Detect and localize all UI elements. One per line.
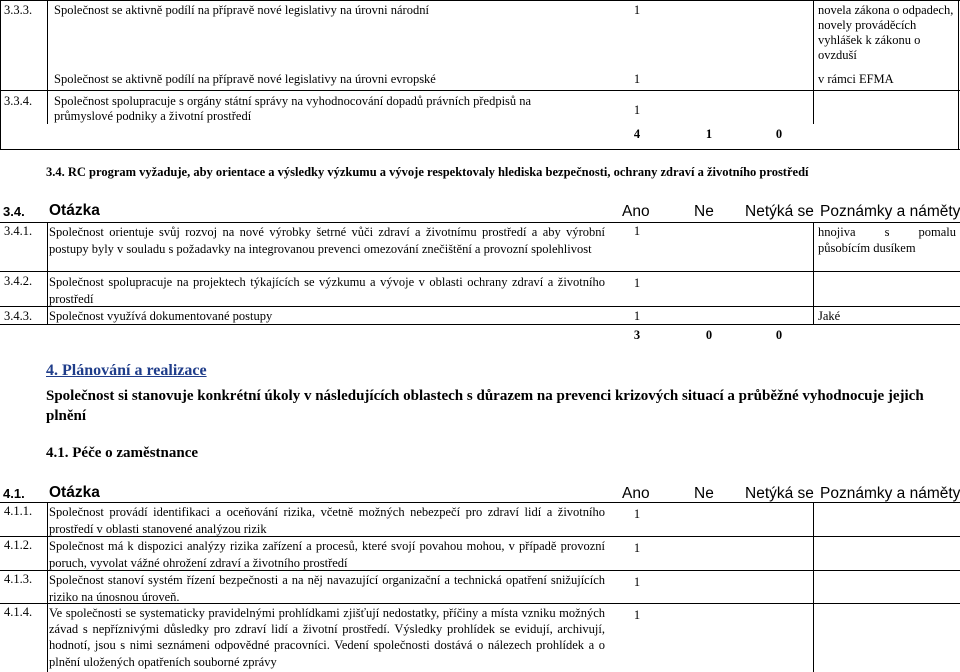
answer-yes: 1 (633, 72, 641, 86)
row-number: 3.4.1. (4, 224, 33, 238)
total-na: 0 (775, 328, 783, 342)
question-text: Společnost má k dispozici analýzy rizika zařízení a procesů, které svojí povahou mohou, v případě provozní poruch, vyvolat vážné ohrožení zdraví a životního prostředí (49, 539, 605, 570)
header-not-applicable: Netýká se (745, 485, 814, 502)
grid-line (0, 90, 960, 91)
question-text: Společnost se aktivně podílí na přípravě nové legislativy na úrovni evropské (54, 72, 436, 86)
row-number: 3.3.3. (4, 3, 33, 17)
grid-line (813, 0, 814, 124)
answer-yes: 1 (633, 608, 641, 622)
question-text: Společnost orientuje svůj rozvoj na nové výrobky šetrné vůči zdraví a životnímu prostředí a aby výrobní postupy byly v souladu s požadavky na integrovanou prevenci omezování znečištění a provozní spolehlivost (49, 225, 605, 256)
grid-line (0, 0, 1, 149)
answer-yes: 1 (633, 309, 641, 323)
subsection-title: 4.1. Péče o zaměstnance (46, 445, 199, 461)
grid-line (0, 271, 960, 272)
section-intro: Společnost si stanovuje konkrétní úkoly v následujících oblastech s důrazem na prevenci krizových situací a průběžné vyhodnocuje jejich plnění (46, 388, 924, 424)
total-no: 0 (705, 328, 713, 342)
question-text: Společnost spolupracuje na projektech týkajících se výzkumu a vývoje v oblasti ochrany zdraví a životního prostředí (49, 275, 605, 306)
grid-line (0, 0, 960, 1)
grid-line (47, 0, 48, 124)
grid-line (47, 222, 48, 324)
row-number: 3.3.4. (4, 94, 33, 108)
header-notes: Poznámky a náměty (820, 203, 960, 220)
header-yes: Ano (622, 203, 650, 220)
question-text: Ve společnosti se systematicky pravidelnými prohlídkami zjišťují nedostatky, příčiny a místa vzniku možných závad s nepříznivými důsledky pro zdraví lidí a životní prostředí. Výsledky prohlídek se evidují, archivují, hodnotí, jsou s nimi seznámeni odpovědné pracovníci. Vedení společnosti dostává o nálezech prohlídek a o plnění uložených opatřeních souborné zprávy (49, 606, 605, 669)
note-text: v rámci EFMA (818, 72, 894, 86)
grid-line (0, 222, 960, 223)
answer-yes: 1 (633, 507, 641, 521)
total-yes: 4 (633, 127, 641, 141)
header-question: Otázka (49, 202, 100, 219)
row-number: 4.1.1. (4, 504, 33, 518)
header-no: Ne (694, 203, 714, 220)
row-number: 3.4.3. (4, 309, 33, 323)
note-text: novela zákona o odpadech, novely prováděcích vyhlášek k zákonu o ovzduší (818, 3, 954, 62)
row-number: 3.4.2. (4, 274, 33, 288)
answer-yes: 1 (633, 3, 641, 17)
grid-line (47, 502, 48, 672)
header-notes: Poznámky a náměty (820, 485, 960, 502)
total-no: 1 (705, 127, 713, 141)
total-na: 0 (775, 127, 783, 141)
answer-yes: 1 (633, 575, 641, 589)
note-text: hnojiva s pomalu působícím dusíkem (818, 225, 956, 255)
header-number: 4.1. (3, 486, 25, 501)
answer-yes: 1 (633, 541, 641, 555)
row-number: 4.1.2. (4, 538, 33, 552)
section-title: 4. Plánování a realizace (46, 362, 207, 379)
header-not-applicable: Netýká se (745, 203, 814, 220)
row-number: 4.1.4. (4, 605, 33, 619)
question-text: Společnost provádí identifikaci a oceňování rizika, včetně možných nebezpečí pro zdraví lidí a životního prostředí v oblasti stanovené analýzou rizik (49, 505, 605, 536)
section-heading: 3.4. RC program vyžaduje, aby orientace a výsledky výzkumu a vývoje respektovaly hlediska bezpečnosti, ochrany zdraví a životního prostředí (46, 165, 809, 179)
answer-yes: 1 (633, 224, 641, 238)
grid-line (958, 0, 959, 149)
grid-line (813, 222, 814, 324)
grid-line (0, 502, 960, 503)
answer-yes: 1 (633, 276, 641, 290)
header-question: Otázka (49, 484, 100, 501)
grid-line (0, 149, 960, 150)
total-yes: 3 (633, 328, 641, 342)
grid-line (0, 324, 960, 325)
grid-line (813, 502, 814, 672)
header-number: 3.4. (3, 204, 25, 219)
question-text: Společnost spolupracuje s orgány státní správy na vyhodnocování dopadů právních předpisů na průmyslové podniky a životní prostředí (54, 94, 532, 123)
question-text: Společnost využívá dokumentované postupy (49, 309, 273, 323)
answer-yes: 1 (633, 103, 641, 117)
header-no: Ne (694, 485, 714, 502)
row-number: 4.1.3. (4, 572, 33, 586)
question-text: Společnost se aktivně podílí na přípravě nové legislativy na úrovni národní (54, 3, 429, 17)
note-text: Jaké (818, 309, 841, 323)
question-text: Společnost stanoví systém řízení bezpečnosti a na něj navazující organizační a technická opatření snižujících riziko na únosnou úroveň. (49, 573, 605, 604)
header-yes: Ano (622, 485, 650, 502)
